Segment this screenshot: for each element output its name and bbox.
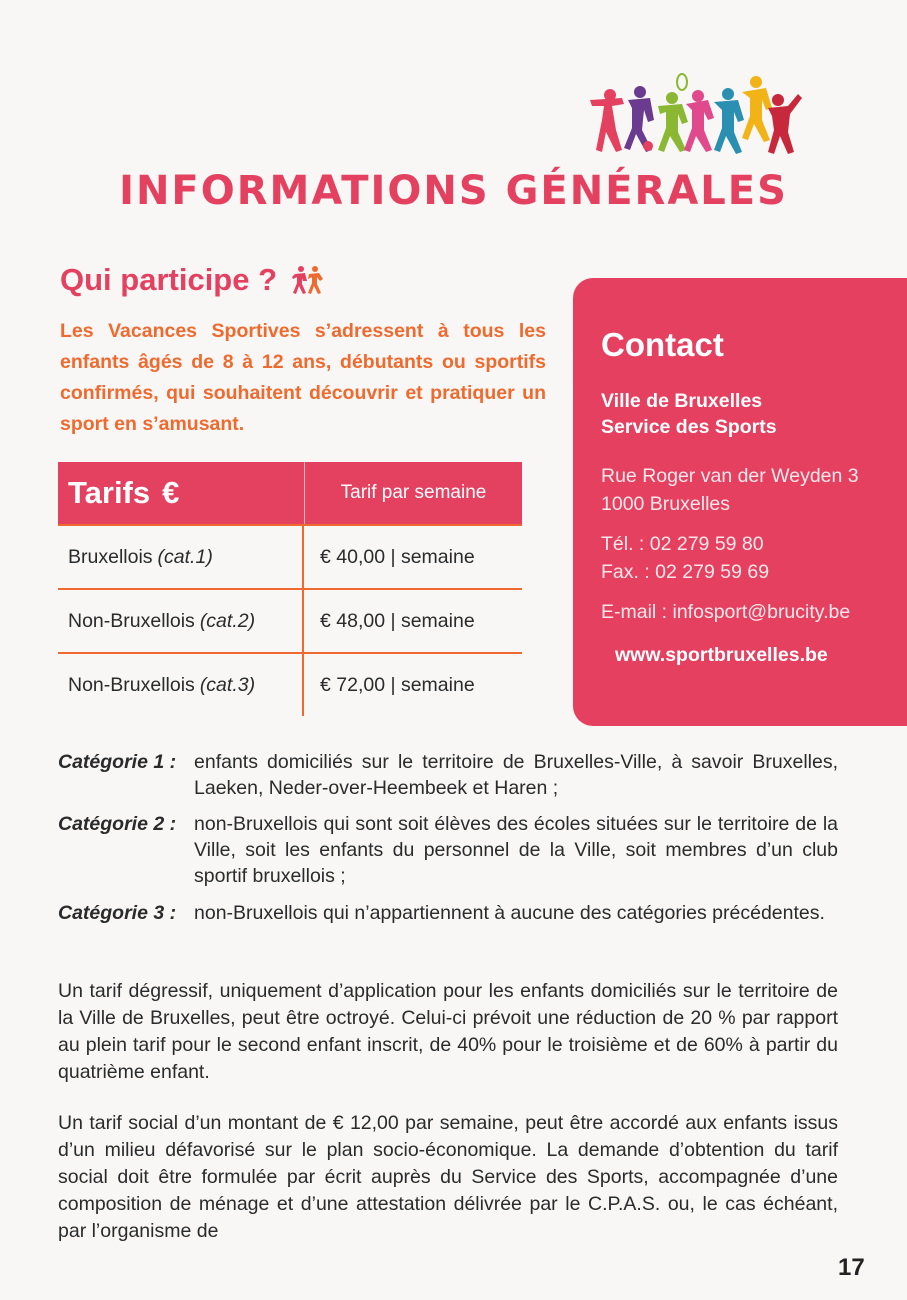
category-text: non-Bruxellois qui sont soit élèves des écoles situées sur le territoire de la Ville, soit les enfants du personnel de la Ville, soit membres d’un club sportif bruxellois ; — [194, 813, 838, 887]
tarifs-table — [58, 462, 522, 716]
social-rate-paragraph: Un tarif social d’un montant de € 12,00 par semaine, peut être accordé aux enfants issus d’un milieu défavorisé sur le plan socio-économique. La demande d’obtention du tarif social doit être formulée par écrit auprès du Service des Sports, accompagnée d’une composition de ménage et d’une attestation délivrée par le C.P.A.S. ou, le cas échéant, par l’organisme de — [58, 1112, 838, 1242]
tarif-cat: (cat.1) — [157, 545, 213, 568]
tarif-price: € 40,00 | semaine — [320, 545, 475, 568]
participe-heading-text: Qui participe ? — [60, 262, 278, 297]
table-row — [58, 588, 522, 652]
page-title: INFORMATIONS GÉNÉRALES — [119, 168, 788, 214]
running-kids-icon — [291, 265, 325, 295]
tarif-label: Bruxellois — [68, 545, 153, 568]
contact-address-street: Rue Roger van der Weyden 3 — [601, 465, 859, 487]
contact-fax: Fax. : 02 279 59 69 — [601, 561, 770, 583]
contact-address-city: 1000 Bruxelles — [601, 493, 730, 515]
category-label: Catégorie 3 : — [58, 902, 177, 924]
tarifs-title: Tarifs — [68, 475, 151, 510]
table-row — [58, 524, 522, 588]
tarifs-title-cell — [58, 462, 304, 524]
tarifs-table-header — [58, 462, 522, 524]
category-2 — [58, 811, 838, 889]
participe-heading — [60, 262, 325, 298]
degressive-rate-paragraph: Un tarif dégressif, uniquement d’application pour les enfants domiciliés sur le territoire de la Ville de Bruxelles, peut être octroyé. Celui-ci prévoit une réduction de 20 % par rapport au plein tarif pour le second enfant inscrit, de 40% pour le troisième et de 60% à partir du quatrième enfant. — [58, 980, 838, 1083]
sports-figures-illustration — [582, 70, 802, 160]
tarif-label: Non-Bruxellois — [68, 609, 195, 632]
tarifs-column-header: Tarif par semaine — [304, 462, 522, 524]
tarif-category-cell — [58, 590, 304, 652]
tarif-category-cell — [58, 654, 304, 716]
page-number: 17 — [838, 1254, 865, 1281]
tarif-price: € 48,00 | semaine — [320, 609, 475, 632]
contact-email[interactable]: E-mail : infosport@brucity.be — [601, 601, 851, 623]
contact-org-service: Service des Sports — [601, 416, 777, 438]
contact-tel: Tél. : 02 279 59 80 — [601, 533, 764, 555]
contact-org-name: Ville de Bruxelles — [601, 390, 763, 412]
tarif-price: € 72,00 | semaine — [320, 673, 475, 696]
category-text: enfants domiciliés sur le territoire de Bruxelles-Ville, à savoir Bruxelles, Laeken, Neder-over-Heembeek et Haren ; — [194, 751, 838, 799]
category-1 — [58, 749, 838, 801]
category-label: Catégorie 2 : — [58, 813, 177, 835]
contact-card — [573, 278, 907, 726]
participe-body: Les Vacances Sportives s’adressent à tous les enfants âgés de 8 à 12 ans, débutants ou sportifs confirmés, qui souhaitent découvrir et pratiquer un sport en s’amusant. — [60, 320, 546, 435]
tarif-label: Non-Bruxellois — [68, 673, 195, 696]
category-3 — [58, 900, 838, 926]
category-text: non-Bruxellois qui n’appartiennent à aucune des catégories précédentes. — [194, 902, 825, 924]
contact-title: Contact — [601, 326, 724, 363]
tarif-cat: (cat.2) — [199, 609, 256, 632]
category-label: Catégorie 1 : — [58, 751, 177, 773]
euro-icon: € — [162, 475, 180, 510]
table-row — [58, 652, 522, 716]
tarif-cat: (cat.3) — [199, 673, 256, 696]
contact-website-link[interactable]: www.sportbruxelles.be — [615, 644, 828, 666]
tarif-category-cell — [58, 526, 304, 588]
